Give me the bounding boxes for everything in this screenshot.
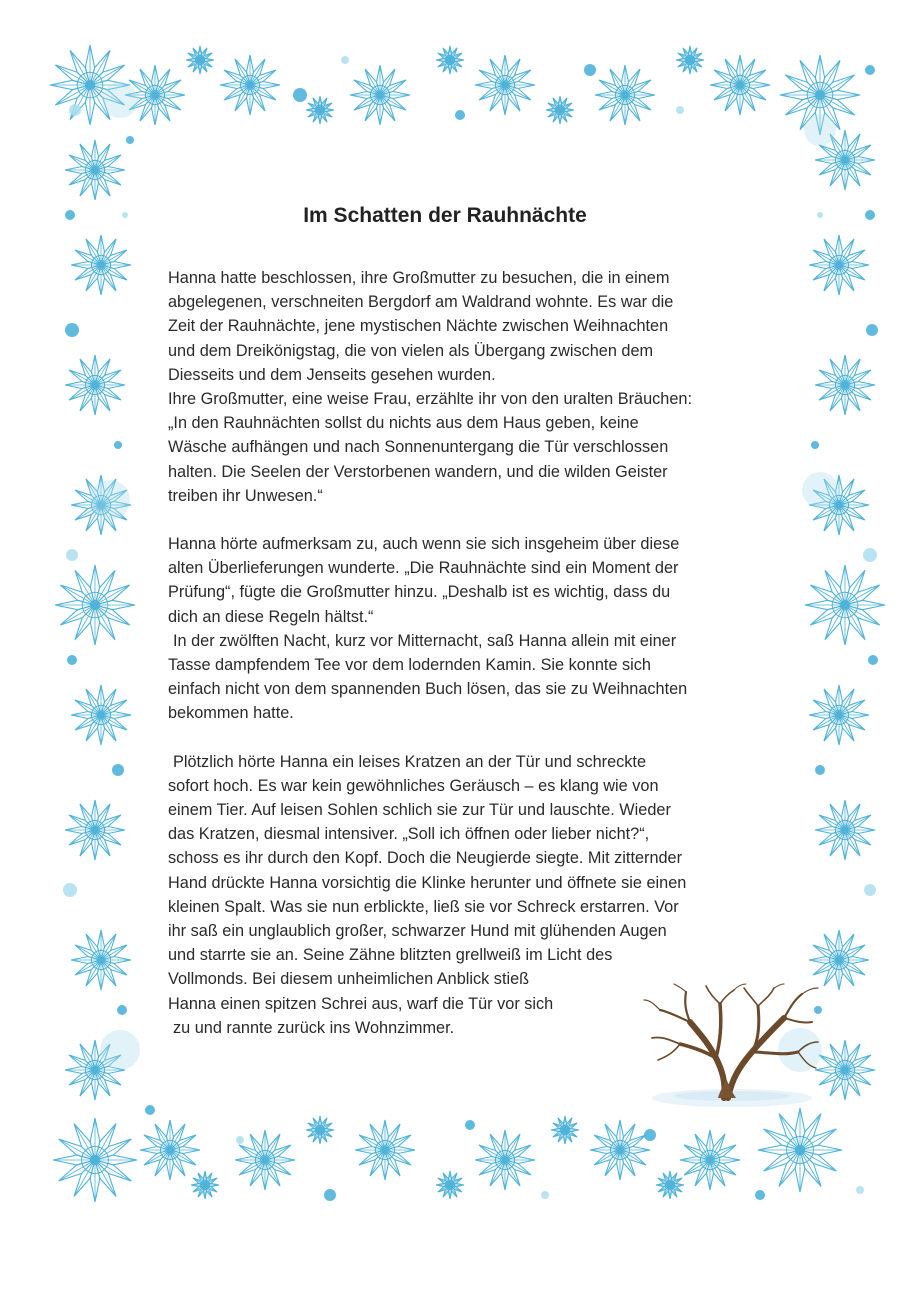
paragraph-2 [168,532,788,726]
snow-dot [63,883,77,897]
text-line: Hanna hatte beschlossen, ihre Großmutter zu besuchen, die in einem [168,269,670,287]
snowflake [55,565,135,645]
snow-dot [817,212,823,218]
text-line: sofort hoch. Es war kein gewöhnliches Geräusch – es klang wie von [168,776,659,795]
snow-dot [69,104,81,116]
snow-dot [865,65,875,75]
snow-bubble [804,114,836,146]
snowflake [191,1171,219,1199]
paragraph-gap [168,508,788,532]
snowflake [590,1120,650,1180]
text-line: treiben ihr Unwesen.“ [168,486,323,505]
snow-dot [67,655,77,665]
snow-dot [676,106,684,114]
text-line: einfach nicht von dem spannenden Buch lösen, das sie zu Weihnachten [168,680,688,699]
snowflake [595,65,655,125]
snowflake [815,355,875,415]
snowflake [676,46,704,74]
snow-bubble [102,82,138,118]
snow-dot [236,1136,244,1144]
snowflake [355,1120,415,1180]
snowflake [186,46,214,74]
paragraph-gap [168,726,788,750]
snow-dot [856,1186,864,1194]
text-line: einem Tier. Auf leisen Sohlen schlich sie zur Tür und lauschte. Wieder [168,801,671,820]
snowflake [65,140,125,200]
snow-dot [341,56,349,64]
winter-tree-illustration [632,982,828,1110]
snow-dot [293,88,307,102]
text-line: dich an diese Regeln hältst.“ [168,607,374,626]
snow-dot [868,655,878,665]
text-line: Plötzlich hörte Hanna ein leises Kratzen an der Tür und schreckte [173,752,647,771]
text-line: Zeit der Rauhnächte, jene mystischen Nächte zwischen Weihnachten [168,317,669,336]
snow-dot [145,1105,155,1115]
snow-dot [864,884,876,896]
text-line: alten Überlieferungen wunderte. „Die Rauhnächte sind ein Moment der [168,559,679,578]
text-line: ihr saß ein unglaublich großer, schwarzer Hund mit glühenden Augen [168,922,667,941]
snowflake [809,930,869,990]
snow-dot [863,548,877,562]
snowflake [306,96,334,124]
snowflake [680,1130,740,1190]
snow-dot [811,441,819,449]
snowflake [809,685,869,745]
text-line: Hanna einen spitzen Schrei aus, warf die Tür vor sich [168,994,554,1013]
snowflake [220,55,280,115]
text-line: Hanna hörte aufmerksam zu, auch wenn sie sich insgeheim über diese [168,535,680,554]
text-line: Hand drückte Hanna vorsichtig die Klinke herunter und öffnete sie einen [168,873,687,892]
text-line: Vollmonds. Bei diesem unheimlichen Anblick stieß [168,970,530,989]
snowflake [475,55,535,115]
story-text [168,266,788,1040]
snowflake [436,46,464,74]
snow-dot [324,1189,336,1201]
snowflake [71,685,131,745]
snowflake [656,1171,684,1199]
text-line: abgelegenen, verschneiten Bergdorf am Waldrand wohnte. Es war die [168,293,674,312]
snow-bubble [100,1030,140,1070]
snow-dot [122,212,128,218]
text-line: Diesseits und dem Jenseits gesehen wurden. [168,365,496,384]
text-line: halten. Die Seelen der Verstorbenen wandern, und die wilden Geister [168,462,668,481]
snow-dot [117,1005,127,1015]
paragraph-1 [168,266,788,508]
snowflake [809,235,869,295]
snowflake [71,235,131,295]
snow-dot [65,210,75,220]
snowflake [53,1118,137,1202]
snowflake [815,800,875,860]
snowflake [140,1120,200,1180]
text-line: Prüfung“, fügte die Großmutter hinzu. „Deshalb ist es wichtig, dass du [168,583,671,602]
snow-dot [112,764,124,776]
snowflake [710,55,770,115]
text-line: „In den Rauhnächten sollst du nichts aus dem Haus geben, keine [168,414,639,433]
text-line: zu und rannte zurück ins Wohnzimmer. [173,1018,455,1037]
snow-dot [584,64,596,76]
text-line: kleinen Spalt. Was sie nun erblickte, ließ sie vor Schreck erstarren. Vor [168,897,679,916]
snowflake [65,800,125,860]
text-line: und starrte sie an. Seine Zähne blitzten grellweiß im Licht des [168,946,613,965]
snowflake [306,1116,334,1144]
snow-dot [644,1129,656,1141]
snow-dot [866,324,878,336]
snowflake [71,930,131,990]
snowflake [475,1130,535,1190]
text-line: Wäsche aufhängen und nach Sonnenuntergang die Tür verschlossen [168,438,669,457]
snow-dot [126,136,134,144]
text-line: Ihre Großmutter, eine weise Frau, erzählte ihr von den uralten Bräuchen: [168,390,692,409]
snowflake [436,1171,464,1199]
snowflake [235,1130,295,1190]
snow-bubble [90,480,130,520]
text-line: Tasse dampfendem Tee vor dem lodernden Kamin. Sie konnte sich [168,656,651,675]
snowflake [546,96,574,124]
snow-dot [755,1190,765,1200]
snow-dot [114,441,122,449]
snow-bubble [802,472,838,508]
snow-dot [865,210,875,220]
page-title: Im Schatten der Rauhnächte [303,204,587,227]
snowflake [65,355,125,415]
text-line: und dem Dreikönigstag, die von vielen als Übergang zwischen dem [168,341,654,360]
snowflake [805,565,885,645]
text-line: das Kratzen, diesmal intensiver. „Soll ich öffnen oder lieber nicht?“, [168,825,650,844]
snow-dot [541,1191,549,1199]
snowflake [551,1116,579,1144]
snow-dot [66,549,78,561]
snow-dot [465,1120,475,1130]
snow-dot [65,323,79,337]
text-line: In der zwölften Nacht, kurz vor Mitternacht, saß Hanna allein mit einer [173,631,677,650]
snow-dot [815,765,825,775]
snowflake [350,65,410,125]
text-line: schoss es ihr durch den Kopf. Doch die Neugierde siegte. Mit zitternder [168,849,683,868]
snow-dot [455,110,465,120]
text-line: bekommen hatte. [168,704,294,723]
snowflake [758,1108,842,1192]
